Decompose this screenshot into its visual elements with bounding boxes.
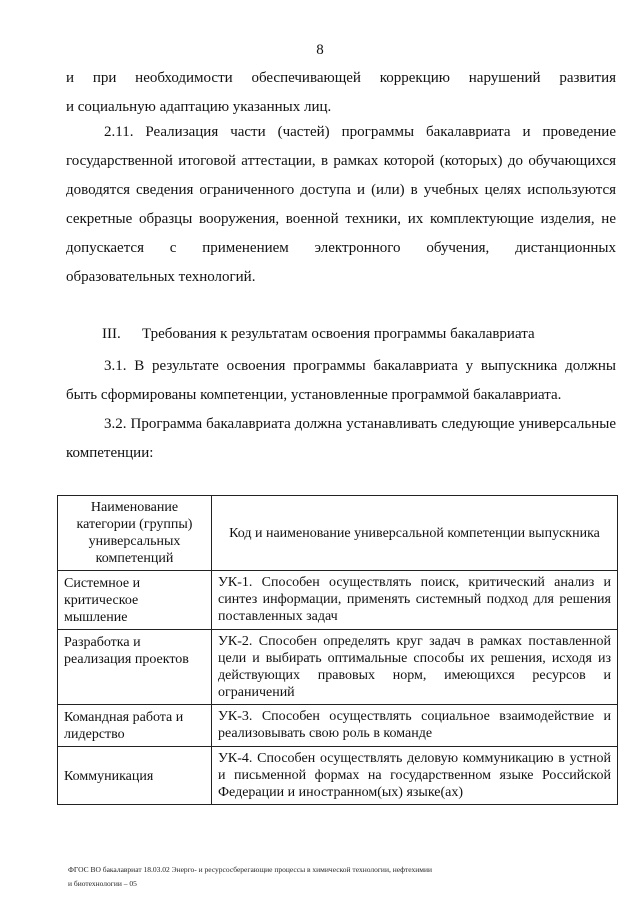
row-competence: УК-2. Способен определять круг задач в рамках поставленной цели и выбирать оптимальные способы их решения, исходя из действующих правовых норм, имеющихся ресурсов и ограничений (212, 630, 618, 705)
competencies-table (57, 495, 618, 805)
row-category: Командная работа и лидерство (58, 705, 212, 747)
row-category: Коммуникация (58, 747, 212, 805)
continuation-line-2: и социальную адаптацию указанных лиц. (66, 99, 332, 115)
row-competence: УК-1. Способен осуществлять поиск, критический анализ и синтез информации, применять системный подход для решения поставленных задач (212, 571, 618, 630)
table-row (58, 705, 618, 747)
header-category: Наименование категории (группы) универсальных компетенций (58, 496, 212, 571)
page-footer (68, 863, 608, 891)
table-row (58, 630, 618, 705)
footer-line-2: и биотехнологии – 05 (68, 879, 137, 888)
paragraph-3-1: 3.1. В результате освоения программы бакалавриата у выпускника должны быть сформированы компетенции, установленные программой бакалавриата. (66, 358, 616, 403)
row-category: Системное и критическое мышление (58, 571, 212, 630)
page-number: 8 (316, 42, 324, 58)
row-competence: УК-4. Способен осуществлять деловую коммуникацию в устной и письменной формах на государственном языке Российской Федерации и иностранном(ых) языке(ах) (212, 747, 618, 805)
header-competence: Код и наименование универсальной компетенции выпускника (212, 496, 618, 571)
section-title: Требования к результатам освоения программы бакалавриата (142, 326, 535, 342)
section-heading (102, 320, 535, 349)
paragraph-3-2: 3.2. Программа бакалавриата должна устанавливать следующие универсальные компетенции: (66, 416, 616, 461)
row-category: Разработка и реализация проектов (58, 630, 212, 705)
footer-line-1: ФГОС ВО бакалавриат 18.03.02 Энерго- и ресурсосберегающие процессы в химической технологии, нефтехимии (68, 865, 433, 874)
table-row (58, 571, 618, 630)
table-header-row (58, 496, 618, 571)
paragraph-2-11: 2.11. Реализация части (частей) программы бакалавриата и проведение государственной итоговой аттестации, в рамках которой (которых) до обучающихся доводятся сведения ограниченного доступа и (или) в учебных целях используются секретные образцы вооружения, военной техники, их комплектующие изделия, не допускается с применением электронного обучения, дистанционных образовательных технологий. (66, 124, 616, 285)
row-competence: УК-3. Способен осуществлять социальное взаимодействие и реализовывать свою роль в команде (212, 705, 618, 747)
section-number: III. (102, 326, 121, 342)
table-row (58, 747, 618, 805)
continuation-line-1: и при необходимости обеспечивающей коррекцию нарушений развития (66, 70, 616, 86)
